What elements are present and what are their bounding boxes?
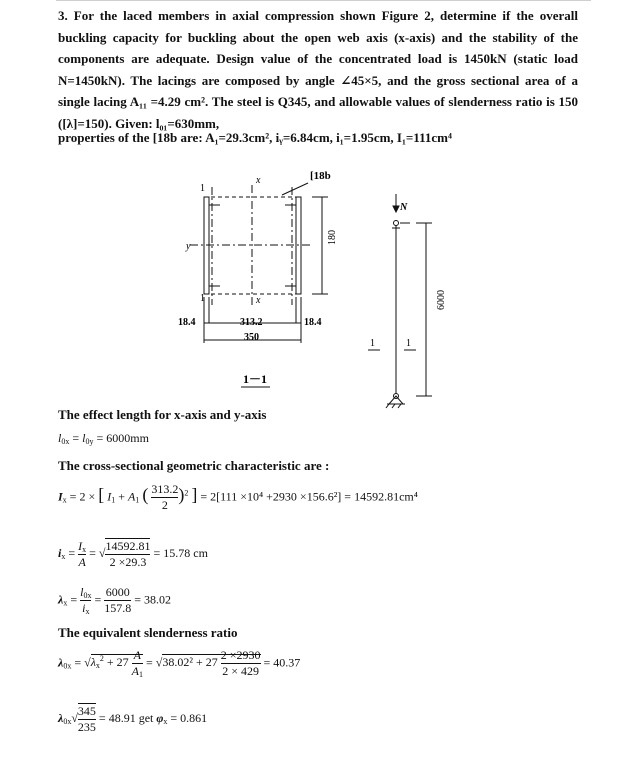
axis-1-bottom-label: 1 [200,293,205,304]
effective-length-heading: The effect length for x-axis and y-axis [58,407,267,422]
top-hinge [394,221,399,226]
radius-gyration-equation: $i_x$ = $\frac{I_x}{A}$ = √ $\frac{14592.81}{2 \times 29.3}$ = 15.78 cm [58,538,208,569]
channel-label: [18b [310,170,331,182]
y-axis-label: y [186,241,191,252]
axis-1-top-label: 1 [200,183,205,194]
x-axis-bottom-label: x [256,295,261,306]
cross-section-figure [160,165,350,395]
slenderness-equation: $\lambda_x$ = $\frac{l_{0x}}{i_x}$ = $\frac{6000}{157.8}$ = 38.02 [58,585,172,616]
problem-text: 3. For the laced members in axial compression shown Figure 2, determine if the overall buckling capacity for buckling about the open web axis (x-axis) and the stability of the components are adequate. Design value of the concentrated load is 1450kN (static load N=1450kN). The lacings are composed by angle ∠45×5, and the gross sectional area of a single lacing A₁₁ =4.29 cm². The steel is Q345, and allowable values of slenderness ratio is 150 ([λ]=150). Given: l₀₁=630mm, [58,8,578,131]
channel-leader [282,183,308,195]
total-width-dimension: 350 [244,332,259,343]
section-mark-left: 1 [370,338,375,349]
length-label: 6000 [436,290,447,310]
final-stability-equation: $\lambda_{0x}√$ $\frac{345}{235}$ = 48.91 get $\varphi_x = 0.861$ [58,704,208,734]
problem-statement [58,5,578,135]
cross-section-heading: The cross-sectional geometric characteristic are : [58,458,330,473]
channel-properties: properties of the [18b are: A₁=29.3cm², iᵧ=6.84cm, i₁=1.95cm, I₁=111cm⁴ [58,130,452,145]
right-flange-dimension: 18.4 [304,317,322,328]
section-mark-right: 1 [406,338,411,349]
column-elevation-figure [360,190,470,415]
moment-inertia-equation: $I_x = 2$ × [ $I_1 + A_1$ ( $\frac{313.2}{2}$ )$^2$ ] = 2[111 ×10⁴ +2930 ×156.6²] = 14592.81cm⁴ [58,482,418,512]
equivalent-slenderness-equation: $\lambda_{0x} = √\lambda_x^2 + 27$ $\frac{A}{A_1}$ = √38.02² + 27 $\frac{2 \times 2930}{2 \times 429}$ = 40.37 [58,648,301,679]
effective-length-equation: $l_{0x} = l_{0y} = 6000mm$ [58,431,149,446]
height-dimension-label: 180 [327,230,338,245]
equivalent-heading: The equivalent slenderness ratio [58,625,238,640]
section-label: 1－1 [243,372,268,386]
page-top-rule [56,0,591,1]
load-label: N [400,202,408,213]
left-flange-dimension: 18.4 [178,317,196,328]
x-axis-top-label: x [256,175,261,186]
centroid-spacing-dimension: 313.2 [240,317,263,328]
